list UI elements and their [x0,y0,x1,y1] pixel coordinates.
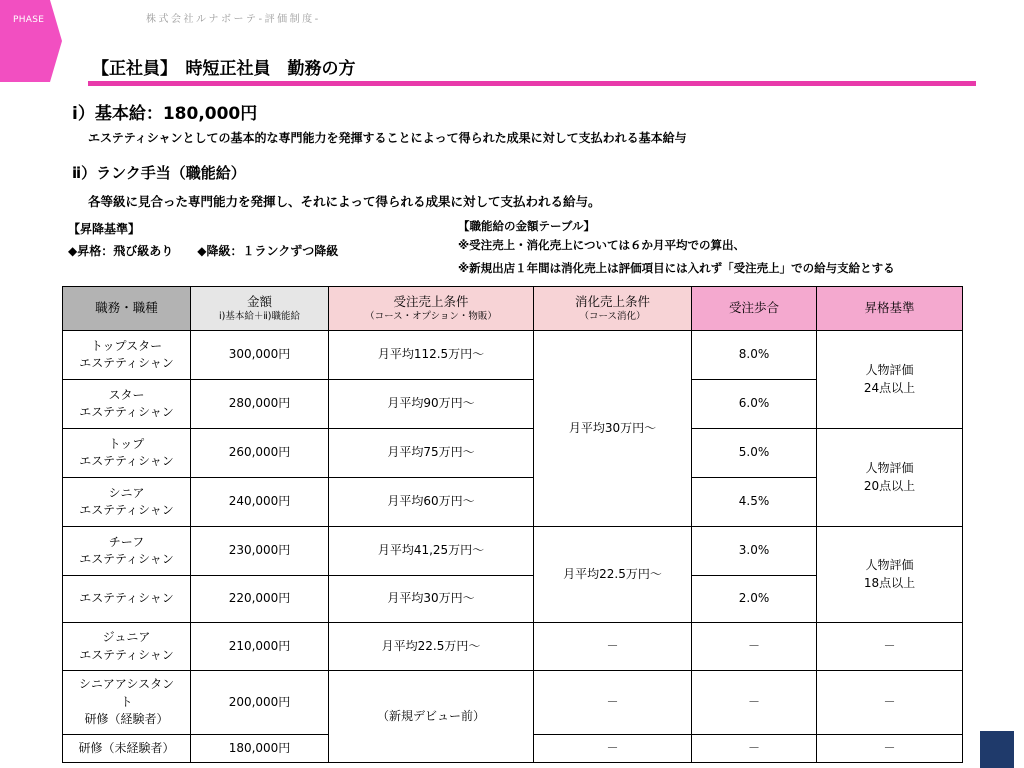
header-order-label: 受注売上条件 [393,294,469,310]
rate-cell: － [692,623,817,671]
header-consume [534,287,692,331]
amount-cell: 180,000円 [191,735,329,763]
order-cell: 月平均75万円～ [329,429,534,478]
promotion-line: 20点以上 [863,478,916,493]
rate-cell: － [692,671,817,735]
company-name: 株式会社ルナボーテ-評価制度- [146,14,321,25]
role-line: ト [120,694,133,709]
order-cell: 月平均22.5万円～ [329,623,534,671]
table-row [63,331,963,380]
amount-cell: 300,000円 [191,331,329,380]
role-line: エステティシャン [79,503,174,517]
consume-cell: － [534,623,692,671]
table-row [63,527,963,576]
header-order-sub: （コース・オプション・物販） [365,311,497,323]
order-cell: 月平均112.5万円～ [329,331,534,380]
role-line: エステティシャン [79,552,174,566]
promotion-line: 人物評価 [865,461,914,476]
role-line: エステティシャン [79,454,174,468]
title-underline [88,81,976,86]
role-line: エステティシャン [79,591,174,606]
order-cell: （新規デビュー前） [329,671,534,763]
promotion-cell [817,331,963,429]
amount-cell: 200,000円 [191,671,329,735]
order-cell: 月平均41,25万円～ [329,527,534,576]
role-line: 研修（経験者） [84,712,169,727]
promotion-line: 18点以上 [863,575,916,590]
role-cell [63,478,191,527]
rate-cell: 2.0% [692,576,817,623]
amount-cell: 210,000円 [191,623,329,671]
criteria-rules: ◆昇格：飛び級あり ◆降級：１ランクずつ降級 [68,244,339,258]
promotion-cell: － [817,671,963,735]
role-line: 研修（未経験者） [78,740,175,755]
amount-cell: 260,000円 [191,429,329,478]
role-line: スター [108,387,145,402]
role-cell [63,331,191,380]
phase-label: PHASE [13,15,45,25]
role-line: チーフ [108,534,145,549]
consume-cell: － [534,735,692,763]
amount-cell: 240,000円 [191,478,329,527]
pay-table-note-1: ※受注売上・消化売上については６か月平均での算出、 [458,238,745,252]
order-cell: 月平均30万円～ [329,576,534,623]
header-consume-label: 消化売上条件 [574,294,650,310]
role-line: トップスター [90,338,163,353]
promotion-line: 24点以上 [863,380,916,395]
consume-cell: － [534,671,692,735]
order-cell: 月平均90万円～ [329,380,534,429]
promotion-line: 人物評価 [865,363,914,378]
role-line: シニアアシスタン [78,677,175,692]
role-cell [63,380,191,429]
promotion-cell: － [817,735,963,763]
header-amount-label: 金額 [246,294,272,310]
role-line: エステティシャン [79,356,174,370]
rate-cell: 8.0% [692,331,817,380]
rate-cell: 5.0% [692,429,817,478]
section2-description: 各等級に見合った専門能力を発揮し、それによって得られる成果に対して支払われる給与。 [88,194,601,209]
promotion-cell: － [817,623,963,671]
corner-block [980,731,1014,768]
role-cell [63,527,191,576]
rate-cell: － [692,735,817,763]
role-line: エステティシャン [79,405,174,419]
role-line: ジュニア [102,630,151,645]
role-cell [63,576,191,623]
table-header-row [63,287,963,331]
role-cell [63,735,191,763]
promotion-line: 人物評価 [865,558,914,573]
order-cell: 月平均60万円～ [329,478,534,527]
criteria-heading: 【昇降基準】 [68,222,141,236]
section2-heading: ⅱ）ランク手当（職能給） [72,164,246,182]
page-title: 【正社員】 時短正社員 勤務の方 [92,59,356,79]
role-cell [63,429,191,478]
header-amount [191,287,329,331]
phase-tab [0,0,62,82]
table-row [63,671,963,735]
rate-cell: 6.0% [692,380,817,429]
grade-table [62,286,963,763]
header-role: 職務・職種 [63,287,191,331]
header-promotion: 昇格基準 [817,287,963,331]
header-consume-sub: （コース消化） [579,311,646,323]
pay-table-heading: 【職能給の金額テーブル】 [458,219,595,233]
table-row [63,429,963,478]
rate-cell: 3.0% [692,527,817,576]
header-order [329,287,534,331]
role-line: シニア [108,485,145,500]
amount-cell: 220,000円 [191,576,329,623]
role-line: トップ [108,436,145,451]
header-amount-sub: i)基本給＋ⅱ)職能給 [219,311,300,323]
table-row [63,623,963,671]
promotion-cell [817,429,963,527]
header-rate: 受注歩合 [692,287,817,331]
role-line: エステティシャン [79,647,174,662]
promotion-cell [817,527,963,623]
pay-table-note-2: ※新規出店１年間は消化売上は評価項目には入れず「受注売上」での給与支給とする [458,261,895,275]
phase-tab-shape [0,0,62,82]
consume-cell: 月平均22.5万円～ [534,527,692,623]
section1-description: エステティシャンとしての基本的な専門能力を発揮することによって得られた成果に対して支払われる基本給与 [88,131,687,145]
amount-cell: 230,000円 [191,527,329,576]
section1-heading: ⅰ）基本給：180,000円 [72,104,258,124]
rate-cell: 4.5% [692,478,817,527]
consume-cell: 月平均30万円～ [534,331,692,527]
role-cell [63,671,191,735]
amount-cell: 280,000円 [191,380,329,429]
role-cell [63,623,191,671]
